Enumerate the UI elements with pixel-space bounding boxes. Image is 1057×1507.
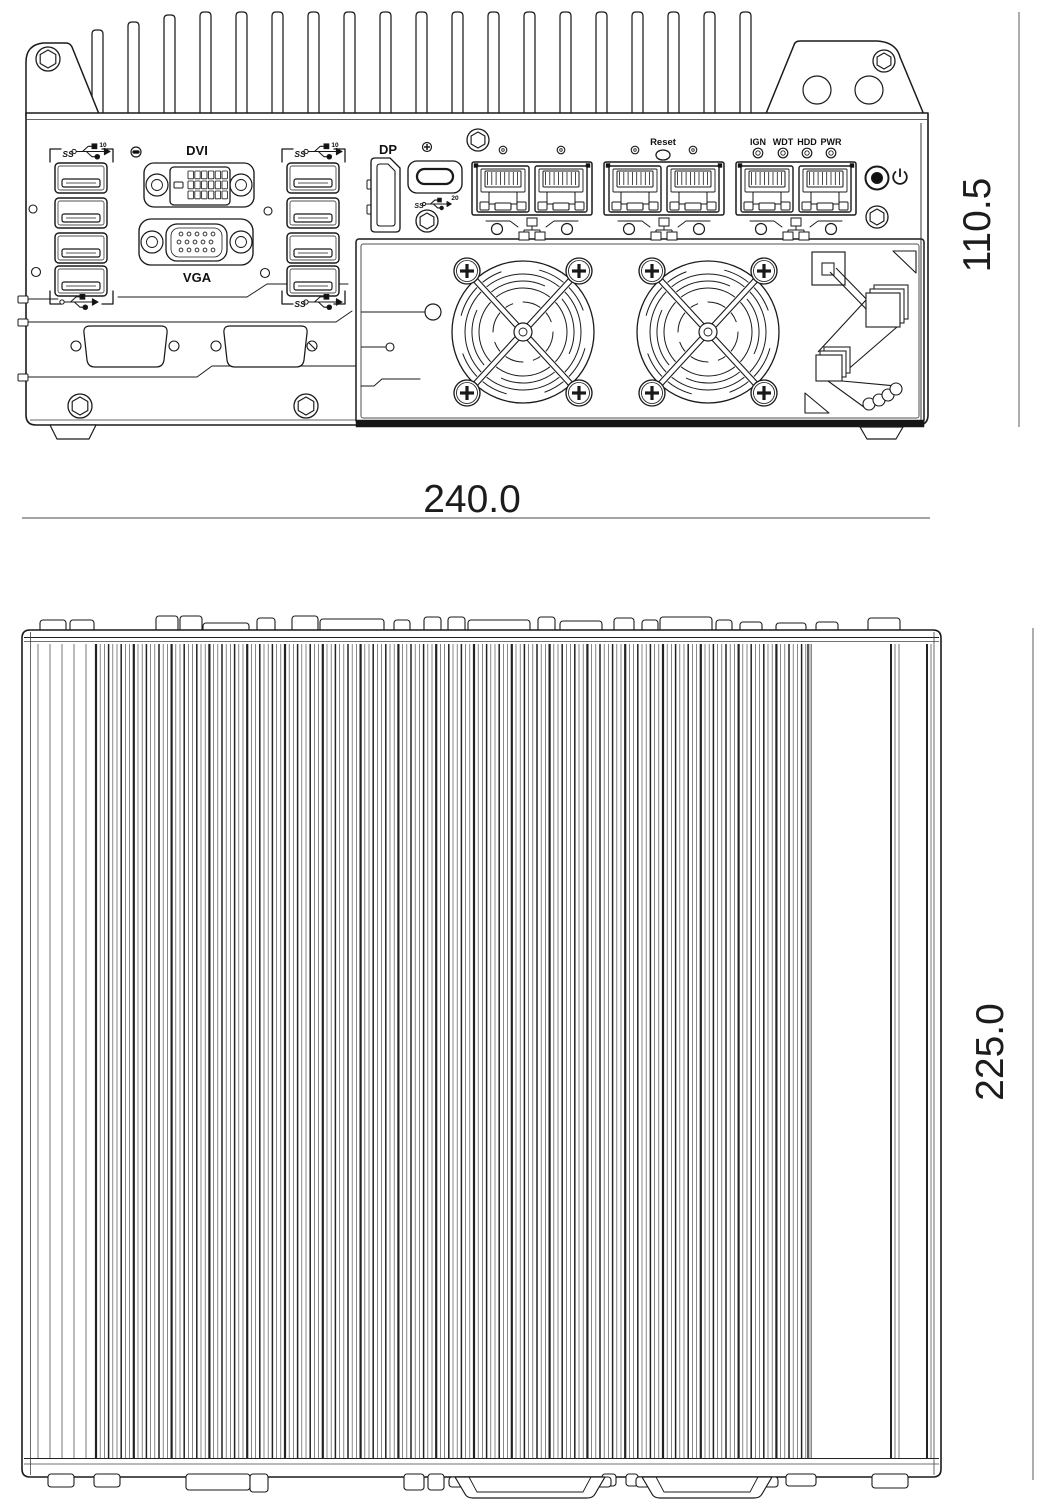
jack-screw: [230, 231, 252, 253]
ethernet-port: [667, 166, 719, 212]
rect: [55, 163, 107, 193]
heatsink-fin: [308, 12, 319, 115]
fan-screw: [566, 258, 592, 284]
edge-tab: [18, 296, 28, 303]
usb-a-port: [287, 266, 339, 296]
usb-gen2-marking: 10: [99, 142, 107, 149]
usb-ss-marking: SS: [62, 149, 74, 159]
rect: [783, 232, 793, 240]
dvi-pin: [188, 171, 193, 179]
usb-a-port: [287, 163, 339, 193]
rect: [707, 202, 716, 210]
height-dimension-text: 110.5: [956, 177, 999, 273]
ethernet-port: [609, 166, 661, 212]
rect: [287, 198, 339, 228]
rect: [489, 192, 517, 204]
fan-tray: [356, 239, 924, 439]
rect: [627, 203, 643, 210]
usb-a-port: [287, 198, 339, 228]
dvi-pin: [195, 191, 200, 199]
rubber-foot: [860, 427, 903, 439]
status-led: [778, 148, 788, 158]
usb-a-port: [55, 266, 107, 296]
lan-screw-hole: [694, 224, 705, 235]
dp-slot: [377, 164, 395, 226]
prong-circle: [440, 206, 443, 209]
heatsink-fin: [668, 12, 679, 115]
dsub-connector-top: [449, 1477, 611, 1498]
rect: [543, 171, 579, 187]
dvi-pin: [208, 181, 213, 189]
rect: [651, 232, 661, 240]
fan-hub: [699, 323, 717, 341]
width-dimension-text: 240.0: [423, 478, 521, 521]
dvi-pin: [208, 171, 213, 179]
rect: [744, 202, 753, 210]
rect: [547, 192, 575, 204]
jack-screw: [141, 231, 163, 253]
usb-port-column: [50, 144, 113, 310]
dsub-connector-top: [636, 1477, 778, 1498]
usb-ss-marking: SS: [294, 149, 306, 159]
vga-connector: [139, 219, 253, 265]
lan-screw-hole: [492, 224, 503, 235]
corner-bolt: [873, 50, 895, 72]
rect: [287, 163, 339, 193]
link-led: [557, 146, 565, 154]
bottom-bolt: [68, 394, 92, 418]
rect: [519, 232, 529, 240]
link-led: [689, 146, 697, 154]
circle: [29, 205, 37, 213]
edge-bump: [250, 1474, 268, 1492]
prong-circle: [83, 305, 88, 310]
fan-tray-base-bar: [356, 420, 924, 427]
rect: [553, 203, 569, 210]
heatsink-fin: [632, 12, 643, 115]
circle: [425, 304, 441, 320]
chassis-right-block: [765, 41, 927, 122]
lan-screw-hole: [562, 224, 573, 235]
sketch-square-inner: [822, 263, 834, 275]
screw-slot: [133, 151, 140, 154]
heatsink-fin: [560, 12, 571, 115]
fan-screw: [454, 258, 480, 284]
dvi-pin: [188, 181, 193, 189]
panel-screw: [131, 147, 141, 157]
rect: [799, 232, 809, 240]
rect: [495, 203, 511, 210]
dsub-cutout: [84, 326, 167, 367]
heatsink-fin: [452, 12, 463, 115]
heatsink-fin: [416, 12, 427, 115]
sketch-circle: [890, 383, 902, 395]
heatsink-fin: [596, 12, 607, 115]
usb-a-port: [55, 198, 107, 228]
reset-button: [656, 150, 670, 160]
hex-nut: [420, 213, 434, 229]
status-led: [826, 148, 836, 158]
dvi-pin: [208, 191, 213, 199]
dp-label: DP: [378, 142, 398, 157]
status-led: [753, 148, 763, 158]
usb-port-column: [282, 144, 345, 310]
rect: [485, 171, 521, 187]
heatsink-fin: [272, 12, 283, 115]
usb-a-port: [55, 163, 107, 193]
ign-led-label: IGN: [749, 137, 767, 147]
ethernet-port: [477, 166, 529, 212]
prong-circle: [95, 154, 100, 159]
rect: [802, 202, 811, 210]
dvi-blade: [174, 182, 183, 188]
rect: [527, 218, 537, 226]
panel-screw: [423, 143, 432, 152]
depth-dimension-text: 225.0: [969, 1003, 1012, 1101]
edge-bump: [94, 1474, 120, 1487]
circle: [264, 207, 272, 215]
wdt-led-label: WDT: [772, 137, 794, 147]
fan-screw: [639, 258, 665, 284]
heatsink-fin: [164, 15, 175, 115]
fan-screw: [639, 380, 665, 406]
hex-nut: [471, 132, 485, 148]
rect: [287, 233, 339, 263]
top-view: [22, 616, 941, 1498]
corner-bolt: [36, 47, 60, 71]
dvi-pin: [195, 181, 200, 189]
fan-screw: [751, 380, 777, 406]
dvi-pin: [222, 181, 227, 189]
heatsink-fin: [488, 12, 499, 115]
circle: [261, 269, 270, 278]
rect: [839, 202, 848, 210]
usb-gen2-marking: 10: [331, 142, 339, 149]
rect: [753, 192, 781, 204]
pwr-led-label: PWR: [820, 137, 842, 147]
prong-square: [438, 198, 442, 202]
ethernet-port: [535, 166, 587, 212]
usb-ss-marking: SS: [294, 299, 306, 309]
edge-bump: [186, 1474, 250, 1490]
hdd-led-label: HDD: [797, 137, 817, 147]
dsub-cutout: [224, 326, 307, 367]
stacked-square: [816, 355, 842, 381]
fan-screw: [566, 380, 592, 406]
circle: [386, 343, 394, 351]
rect: [679, 192, 707, 204]
rect: [649, 202, 658, 210]
front-view: [18, 12, 928, 439]
edge-tab: [18, 319, 28, 326]
prong-circle: [327, 154, 332, 159]
circle: [71, 341, 81, 351]
antenna-hole: [855, 76, 883, 104]
heatsink-fin: [128, 22, 139, 115]
dvi-pin: [215, 181, 220, 189]
dvi-pin: [202, 171, 207, 179]
prong-square: [324, 144, 329, 149]
edge-bump: [404, 1474, 424, 1490]
heatsink-fin: [704, 12, 715, 115]
hex-nut: [870, 209, 884, 225]
rect: [749, 171, 785, 187]
rubber-foot: [50, 425, 96, 439]
fan-screw: [751, 258, 777, 284]
circle: [169, 341, 179, 351]
rect: [480, 202, 489, 210]
prong-square: [92, 144, 97, 149]
stacked-square: [866, 293, 900, 327]
dvi-pin: [222, 191, 227, 199]
hex-nut: [298, 397, 314, 415]
dvi-pin: [195, 171, 200, 179]
rect: [807, 171, 843, 187]
usb-a-port: [287, 233, 339, 263]
circle: [60, 300, 64, 304]
hex-nut: [877, 53, 891, 69]
rect: [667, 232, 677, 240]
rect: [685, 203, 701, 210]
edge-tab: [18, 374, 28, 381]
heatsink-fins: [92, 12, 751, 115]
status-led: [802, 148, 812, 158]
dp-connector: [367, 158, 400, 232]
lan-screw-hole: [826, 224, 837, 235]
edge-bump: [48, 1474, 74, 1487]
lan-screw-hole: [624, 224, 635, 235]
jack-screw: [146, 174, 168, 196]
prong-square: [324, 294, 329, 299]
panel-bolt: [866, 206, 888, 228]
rect: [811, 192, 839, 204]
rect: [55, 233, 107, 263]
rect: [817, 203, 833, 210]
reset-label: Reset: [650, 137, 676, 148]
link-led: [631, 146, 639, 154]
prong-circle: [327, 305, 332, 310]
rect: [612, 202, 621, 210]
rect: [759, 203, 775, 210]
jack-screw: [230, 174, 252, 196]
usb-ss-marking: SS: [414, 203, 424, 210]
rect: [55, 266, 107, 296]
link-led: [499, 146, 507, 154]
rect: [55, 198, 107, 228]
dvi-pin: [215, 191, 220, 199]
dvi-pin: [202, 181, 207, 189]
rect: [575, 202, 584, 210]
heatsink-fin: [200, 12, 211, 115]
antenna-hole: [803, 76, 831, 104]
usb-a-port: [55, 233, 107, 263]
heatsink-fin: [380, 12, 391, 115]
rect: [791, 218, 801, 226]
panel-bolt: [467, 129, 489, 151]
hex-nut: [40, 50, 56, 68]
circle: [211, 341, 221, 351]
hex-nut: [72, 397, 88, 415]
rect: [659, 218, 669, 226]
vga-label: VGA: [182, 270, 212, 285]
edge-bump: [872, 1474, 908, 1488]
dvi-label: DVI: [186, 143, 208, 158]
standoff: [416, 210, 438, 232]
prong-square: [80, 294, 85, 299]
rect: [670, 202, 679, 210]
ethernet-port: [799, 166, 851, 212]
heatsink-fin: [740, 12, 751, 115]
dvi-pin: [202, 191, 207, 199]
fan-hub: [514, 323, 532, 341]
rect: [538, 202, 547, 210]
top-view-body: [22, 630, 941, 1477]
circle: [32, 268, 41, 277]
edge-bump: [428, 1474, 444, 1490]
fan-screw: [454, 380, 480, 406]
dsub-shell: [455, 1477, 605, 1498]
rect: [617, 171, 653, 187]
rect: [675, 171, 711, 187]
dvi-pin: [188, 191, 193, 199]
rect: [535, 232, 545, 240]
dvi-pin: [215, 171, 220, 179]
usb-gen2x2-marking: 20: [451, 195, 459, 202]
heatsink-fin: [344, 12, 355, 115]
rect: [621, 192, 649, 204]
rect: [517, 202, 526, 210]
rect: [781, 202, 790, 210]
ethernet-port: [741, 166, 793, 212]
dvi-pin: [222, 171, 227, 179]
rect: [287, 266, 339, 296]
usb-c-slot: [417, 169, 453, 184]
bottom-bolt: [294, 394, 318, 418]
heatsink-fin: [524, 12, 535, 115]
power-button-core: [872, 173, 883, 184]
heatsink-fin: [236, 12, 247, 115]
edge-bump: [786, 1474, 816, 1486]
lan-screw-hole: [756, 224, 767, 235]
